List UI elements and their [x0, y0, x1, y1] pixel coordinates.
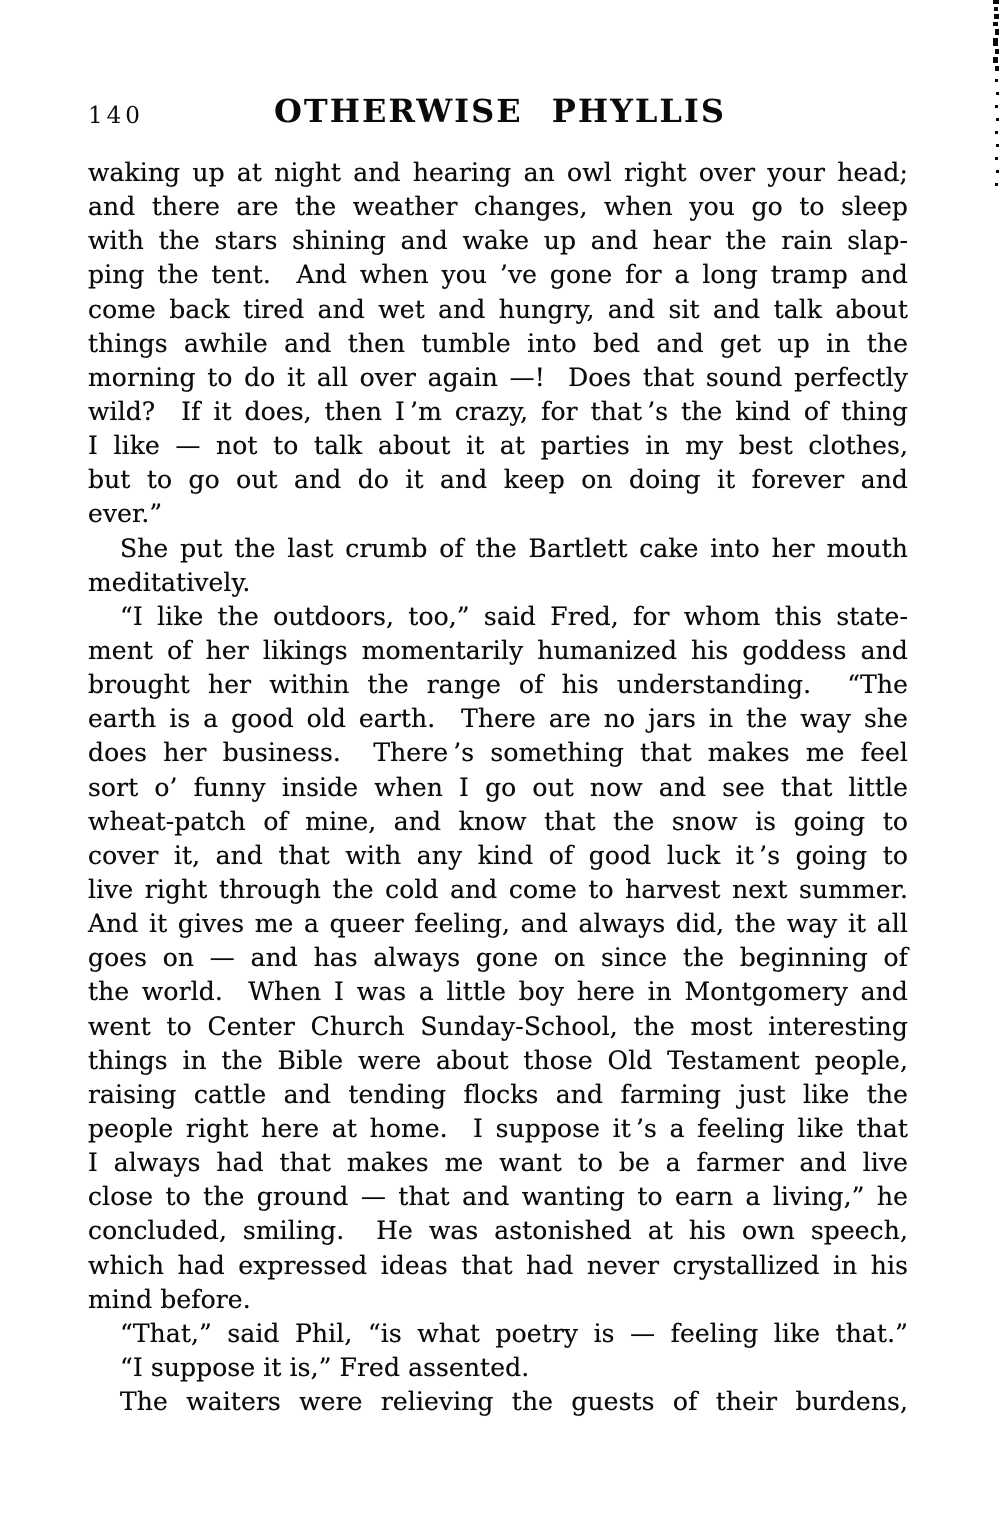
- text-line: raising cattle and tending flocks and farming just like the: [88, 1079, 908, 1109]
- text-line: went to Center Church Sunday-School, the most interesting: [88, 1011, 908, 1041]
- text-line: sort o’ funny inside when I go out now and see that little: [88, 772, 908, 802]
- text-line: does her business. There ’s something that makes me feel: [88, 738, 908, 768]
- text-line: ever.”: [88, 499, 163, 529]
- page-number: 140: [88, 103, 144, 129]
- text-line: “I like the outdoors, too,” said Fred, for whom this state-: [120, 601, 908, 631]
- text-line: and there are the weather changes, when you go to sleep: [88, 192, 908, 222]
- scan-artifact-marks: [986, 0, 1000, 200]
- text-line: waking up at night and hearing an owl right over your head;: [88, 158, 908, 187]
- text-line: “I suppose it is,” Fred assented.: [120, 1352, 530, 1382]
- text-line: live right through the cold and come to harvest next summer.: [88, 874, 908, 904]
- page-body: [88, 156, 908, 1419]
- text-line: close to the ground — that and wanting to earn a living,” he: [88, 1182, 908, 1212]
- text-line: ping the tent. And when you ’ve gone for a long tramp and: [88, 260, 908, 290]
- text-line: things in the Bible were about those Old Testament people,: [88, 1045, 908, 1075]
- text-line: ment of her likings momentarily humanized his goddess and: [88, 635, 908, 665]
- text-line: cover it, and that with any kind of good luck it ’s going to: [88, 840, 908, 870]
- text-line: with the stars shining and wake up and hear the rain slap-: [88, 226, 908, 256]
- text-line: I always had that makes me want to be a farmer and live: [88, 1148, 908, 1178]
- text-line: wild? If it does, then I ’m crazy, for that ’s the kind of thing: [88, 396, 908, 426]
- text-line: things awhile and then tumble into bed and get up in the: [88, 328, 908, 358]
- page-header: [0, 0, 1000, 150]
- text-line: goes on — and has always gone on since the beginning of: [88, 943, 908, 973]
- page-title: OTHERWISE PHYLLIS: [274, 92, 726, 130]
- text-line: And it gives me a queer feeling, and always did, the way it all: [88, 909, 908, 939]
- text-line: The waiters were relieving the guests of their burdens,: [120, 1387, 908, 1417]
- text-line: but to go out and do it and keep on doing it forever and: [88, 465, 908, 495]
- text-line: earth is a good old earth. There are no jars in the way she: [88, 704, 908, 734]
- text-line: which had expressed ideas that had never crystallized in his: [88, 1250, 908, 1280]
- text-line: people right here at home. I suppose it ’s a feeling like that: [88, 1113, 908, 1143]
- text-line: brought her within the range of his understanding. “The: [88, 670, 908, 700]
- text-line: wheat-patch of mine, and know that the snow is going to: [88, 806, 908, 836]
- text-line: morning to do it all over again —! Does that sound perfectly: [88, 362, 908, 392]
- text-line: concluded, smiling. He was astonished at his own speech,: [88, 1216, 908, 1246]
- text-line: come back tired and wet and hungry, and sit and talk about: [88, 294, 908, 324]
- text-line: “That,” said Phil, “is what poetry is — feeling like that.”: [120, 1318, 908, 1348]
- text-line: meditatively.: [88, 567, 251, 597]
- text-line: the world. When I was a little boy here in Montgomery and: [88, 977, 908, 1007]
- text-line: She put the last crumb of the Bartlett cake into her mouth: [120, 533, 908, 563]
- text-line: mind before.: [88, 1284, 251, 1314]
- text-line: I like — not to talk about it at parties in my best clothes,: [88, 431, 908, 461]
